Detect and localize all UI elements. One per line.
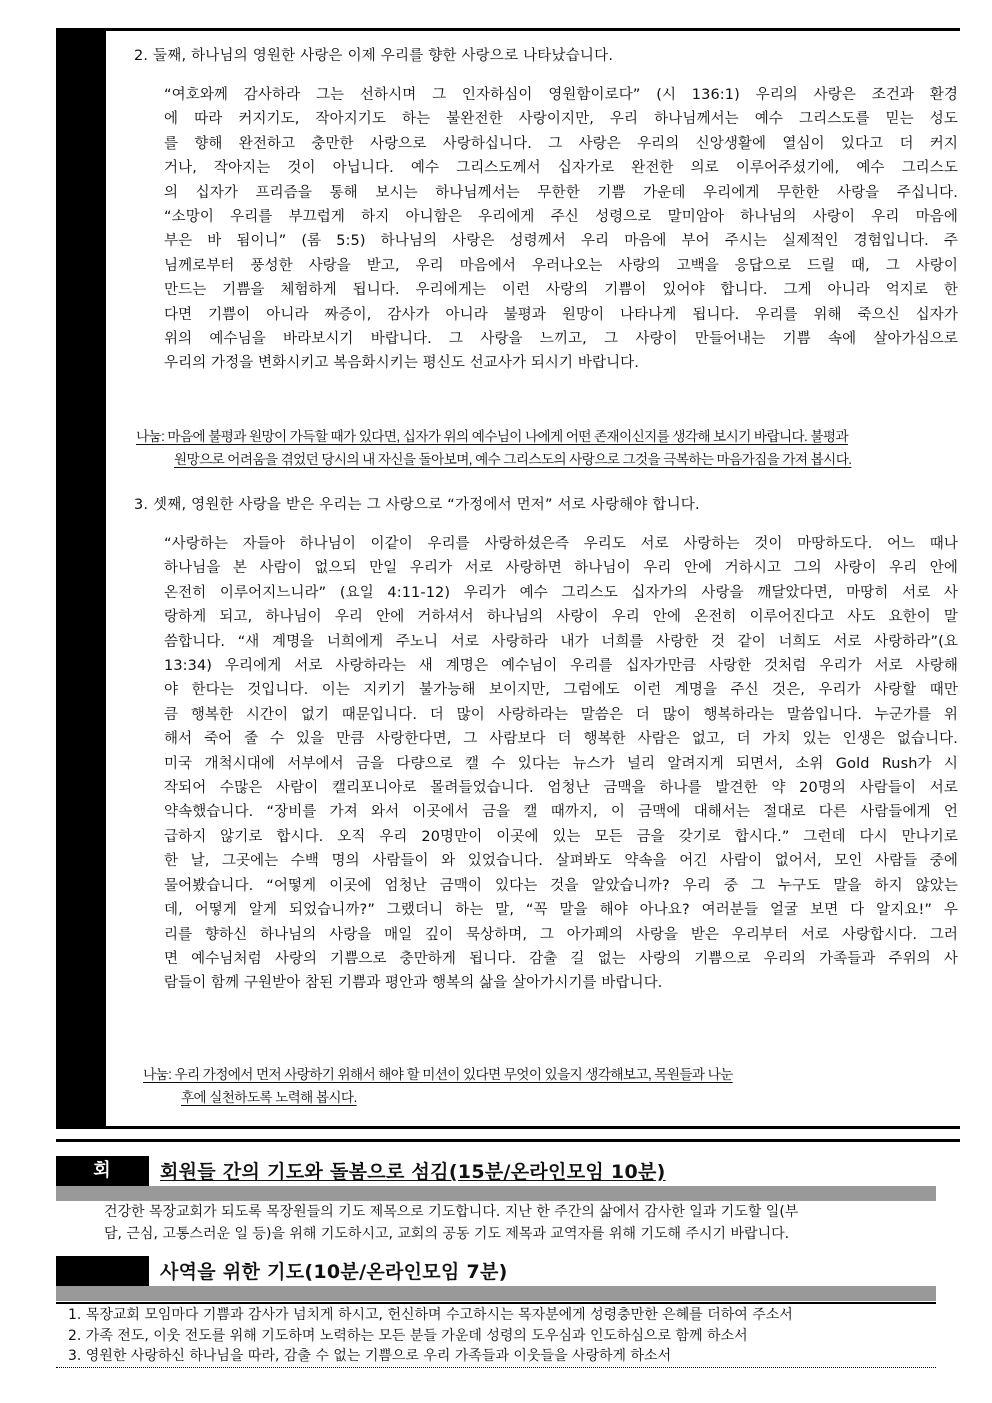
paragraph-line: 람들이 함께 구원받아 참된 기쁨과 평안과 행복의 삶을 살아가시기를 바랍니다.	[164, 975, 663, 992]
paragraph-line: 큼 행복한 시간이 없기 때문입니다. 더 많이 사랑하라는 말씀은 더 많이 행복하라는 말씀입니다. 누군가를 위	[164, 706, 958, 723]
point-3-body	[164, 532, 958, 996]
point-2-share	[136, 425, 958, 471]
sidebar-bar	[56, 31, 106, 1126]
section-title: 사역을 위한 기도(10분/온라인모임 7분)	[160, 1261, 508, 1283]
prayer-item: 1. 목장교회 모임마다 기쁨과 감사가 넘치게 하시고, 헌신하며 수고하시는 목자분에게 성령충만한 은혜를 더하여 주소서	[68, 1307, 793, 1323]
prayer-item: 2. 가족 전도, 이웃 전도를 위해 기도하며 노력하는 모든 분들 가운데 성령의 도우심과 인도하심으로 함께 하소서	[68, 1327, 748, 1344]
paragraph-line: 면 예수님처럼 사랑의 기쁨으로 충만하게 됩니다. 감출 길 없는 사랑의 기쁨으로 우리의 가족들과 주위의 사	[164, 950, 958, 967]
section-title: 회원들 간의 기도와 돌봄으로 섬김(15분/온라인모임 10분)	[160, 1161, 666, 1183]
point-2-body	[164, 83, 958, 376]
share-line: 원망으로 어려움을 겪었던 당시의 내 자신을 돌아보며, 예수 그리스도의 사랑으로 그것을 극복하는 마음가짐을 가져 봅시다.	[174, 452, 852, 467]
paragraph-line: 에 따라 커지기도, 작아지기도 하는 불완전한 사랑이지만, 우리 하나님께서는 예수 그리스도를 믿는 성도	[164, 111, 958, 128]
paragraph-line: 하나님을 본 사람이 없으되 만일 우리가 서로 사랑하면 하나님이 우리 안에 거하시고 그의 사랑이 우리 안에	[164, 560, 958, 577]
paragraph-line: 한 날, 그곳에는 수백 명의 사람들이 와 있었습니다. 살펴봐도 약속을 어긴 사람이 없어서, 모인 사람들 중에	[164, 853, 958, 870]
paragraph-line: 우리의 가정을 변화시키고 복음화시키는 평신도 선교사가 되시기 바랍니다.	[164, 355, 639, 372]
point-2-heading: 2. 둘째, 하나님의 영원한 사랑은 이제 우리를 향한 사랑으로 나타났습니다.	[134, 48, 614, 64]
grey-band	[56, 1286, 936, 1301]
paragraph-line: 님께로부터 풍성한 사랑을 받고, 우리 마음에서 우러나오는 사랑의 고백을 응답으로 드릴 때, 그 사랑이	[164, 257, 958, 274]
prayer-list	[56, 1302, 936, 1368]
paragraph-line: 씀합니다. “새 계명을 너희에게 주노니 서로 사랑하라 내가 너희를 사랑한 것 같이 너희도 서로 사랑하라”(요	[164, 633, 958, 650]
paragraph-line: 온전히 이루어지느니라” (요일 4:11-12) 우리가 예수 그리스도 십자가의 사랑을 깨달았다면, 마땅히 서로 사	[164, 584, 958, 601]
share-line: 나눔: 마음에 불평과 원망이 가득할 때가 있다면, 십자가 위의 예수님이 나에게 어떤 존재이신지를 생각해 보시기 바랍니다. 불평과	[136, 429, 848, 444]
body-line: 건강한 목장교회가 되도록 목장원들의 기도 제목으로 기도합니다. 지난 한 주간의 삶에서 감사한 일과 기도할 일(부	[104, 1204, 799, 1220]
paragraph-line: 야 한다는 것입니다. 이는 지키기 불가능해 보이지만, 그럼에도 이런 계명을 주신 것은, 우리가 사랑할 때만	[164, 682, 958, 699]
paragraph-line: 다면 기쁨이 아니라 짜증이, 감사가 아니라 불평과 원망이 나타나게 됩니다. 우리를 위해 죽으신 십자가	[164, 306, 958, 323]
share-line: 후에 실천하도록 노력해 봅시다.	[181, 1090, 357, 1105]
paragraph-line: “여호와께 감사하라 그는 선하시며 그 인자하심이 영원함이로다” (시 136:1) 우리의 사랑은 조건과 환경	[164, 87, 958, 103]
paragraph-line: 만드는 기쁨을 체험하게 됩니다. 우리에게는 이런 사랑의 기쁨이 있어야 합니다. 그게 아니라 억지로 한	[164, 282, 958, 299]
body-line: 담, 근심, 고통스러운 일 등)을 위해 기도하시고, 교회의 공동 기도 제목과 교역자를 위해 기도해 주시기 바랍니다.	[104, 1226, 790, 1242]
paragraph-line: 의 십자가 프리즘을 통해 보시는 하나님께서는 무한한 기쁨 가운데 우리에게 무한한 사랑을 주십니다.	[164, 184, 958, 201]
fellowship-header	[56, 1156, 936, 1204]
paragraph-line: 물어봤습니다. “어떻게 이곳에 엄청난 금맥이 있다는 것을 알았습니까? 우리 중 그 누구도 말을 하지 않았는	[164, 877, 958, 894]
paragraph-line: 부은 바 됨이니” (롬 5:5) 하나님의 사랑은 성령께서 우리 마음에 부어 주시는 실제적인 경험입니다. 주	[164, 233, 958, 250]
paragraph-line: 랑하게 되고, 하나님이 우리 안에 거하셔서 하나님의 사랑이 우리 안에 온전히 이루어진다고 사도 요한이 말	[164, 609, 958, 626]
grey-band	[56, 1186, 936, 1201]
paragraph-line: 리를 향하신 하나님의 사랑을 매일 깊이 묵상하며, 그 아가페의 사랑을 받은 우리부터 서로 사랑합시다. 그러	[164, 926, 958, 943]
section-badge: 회	[56, 1156, 149, 1186]
fellowship-body	[104, 1201, 924, 1245]
point-3-share	[143, 1063, 958, 1109]
paragraph-line: “소망이 우리를 부끄럽게 하지 아니함은 우리에게 주신 성령으로 말미암아 하나님의 사랑이 우리 마음에	[164, 209, 958, 226]
paragraph-line: “사랑하는 자들아 하나님이 이같이 우리를 사랑하셨은즉 우리도 서로 사랑하는 것이 마땅하도다. 어느 때나	[164, 536, 958, 552]
ministry-prayer-header	[56, 1256, 936, 1304]
point-3-heading: 3. 셋째, 영원한 사랑을 받은 우리는 그 사랑으로 “가정에서 먼저” 서로 사랑해야 합니다.	[134, 497, 700, 513]
paragraph-line: 해서 죽어 줄 수 있을 만큼 사랑한다면, 그 사람보다 더 행복한 사람은 없고, 더 가치 있는 인생은 없습니다.	[164, 731, 958, 748]
paragraph-line: 급하지 않기로 합시다. 오직 우리 20명만이 이곳에 있는 모든 금을 갖기로 합시다.” 그런데 다시 만나기로	[164, 828, 958, 845]
paragraph-line: 13:34) 우리에게 서로 사랑하라는 새 계명은 예수님이 우리를 십자가만큼 사랑한 것처럼 우리가 서로 사랑해	[164, 658, 958, 675]
section-divider	[56, 1139, 960, 1142]
prayer-item: 3. 영원한 사랑하신 하나님을 따라, 감출 수 없는 기쁨으로 우리 가족들과 이웃들을 사랑하게 하소서	[68, 1348, 672, 1364]
paragraph-line: 를 향해 완전하고 충만한 사랑으로 사랑하십니다. 그 사랑은 우리의 신앙생활에 열심이 있다고 더 커지	[164, 135, 958, 152]
paragraph-line: 약속했습니다. “장비를 가져 와서 이곳에서 금을 캘 때까지, 이 금맥에 대해서는 절대로 다른 사람들에게 언	[164, 804, 958, 821]
paragraph-line: 위의 예수님을 바라보시기 바랍니다. 그 사랑을 느끼고, 그 사랑이 만들어내는 기쁨 속에 살아가심으로	[164, 331, 958, 348]
paragraph-line: 거나, 작아지는 것이 아닙니다. 예수 그리스도께서 십자가로 완전한 의로 이루어주셨기에, 예수 그리스도	[164, 160, 958, 177]
share-line: 나눔: 우리 가정에서 먼저 사랑하기 위해서 해야 할 미션이 있다면 무엇이 있을지 생각해보고, 목원들과 나눈	[143, 1067, 733, 1082]
paragraph-line: 데, 어떻게 알게 되었습니까?” 그랬더니 하는 말, “꼭 말을 해야 아나요? 여러분들 얼굴 보면 다 알지요!” 우	[164, 902, 958, 919]
paragraph-line: 작되어 수많은 사람이 캘리포니아로 몰려들었습니다. 엄청난 금맥을 하나를 발견한 약 20명의 사람들이 서로	[164, 780, 958, 797]
section-badge	[56, 1256, 149, 1286]
paragraph-line: 미국 개척시대에 서부에서 금을 다량으로 캘 수 있다는 뉴스가 널리 알려지게 되면서, 소위 Gold Rush가 시	[164, 755, 958, 772]
